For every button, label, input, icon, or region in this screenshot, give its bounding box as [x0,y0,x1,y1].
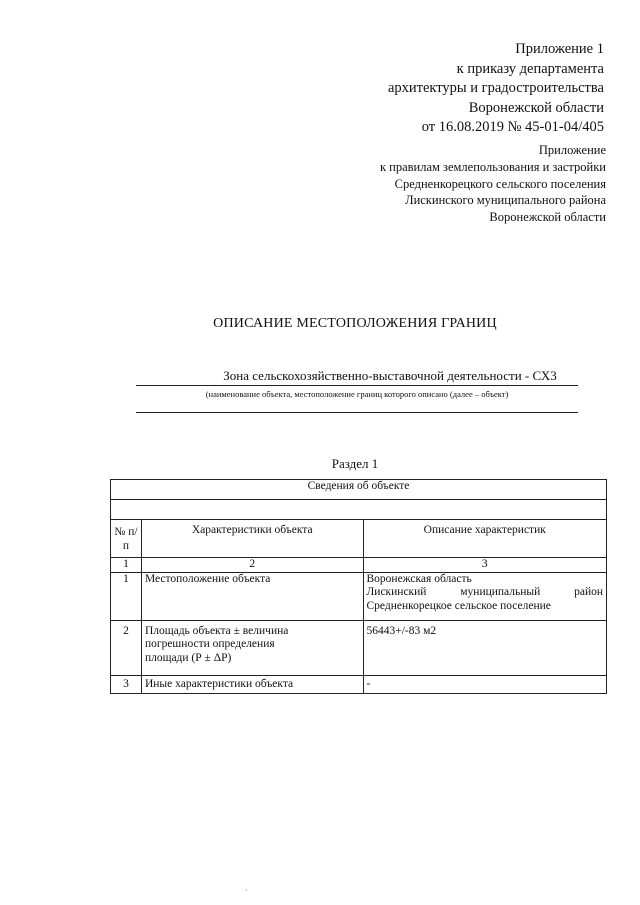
document-title: ОПИСАНИЕ МЕСТОПОЛОЖЕНИЯ ГРАНИЦ [213,316,497,331]
header-characteristic: Характеристики объекта [141,520,363,558]
appendix-1-line: Воронежской области [468,99,604,116]
appendix-2-line: к правилам землепользования и застройки [379,159,606,174]
col-number: 3 [363,558,607,573]
row-characteristic: Иные характеристики объекта [141,675,363,693]
row-description: - [363,675,607,693]
appendix-2-line: Лискинского муниципального района [405,193,606,208]
object-name-underline [136,385,578,386]
row-num: 2 [111,620,142,675]
row-characteristic: Местоположение объекта [141,572,363,620]
blank-underline [136,412,578,413]
appendix-2-line: Приложение [538,143,606,157]
row-num: 1 [111,572,142,620]
appendix-1-header [388,40,604,138]
table-row [111,675,607,693]
appendix-2-line: Средненкорецкого сельского поселения [394,176,606,191]
object-name: Зона сельскохозяйственно-выставочной деятельности - СХ3 [223,368,557,383]
header-num: № п/п [111,520,142,558]
characteristic-line: Площадь объекта ± величина [144,624,289,637]
header-description: Описание характеристик [363,520,607,558]
appendix-1-line: от 16.08.2019 № 45-01-04/405 [421,119,604,136]
table-row [111,572,607,620]
object-info-table [110,479,607,694]
row-description: 56443+/-83 м2 [363,620,607,675]
appendix-2-header [380,142,606,226]
description-line: Средненкорецкое сельское поселение [366,599,551,612]
characteristic-line: погрешности определения [144,638,275,650]
table-spacer-row [111,500,607,520]
table-row [111,620,607,675]
scan-mark: · [245,886,248,895]
appendix-2-line: Воронежской области [489,210,606,225]
appendix-1-line: к приказу департамента [456,60,604,77]
row-num: 3 [111,675,142,693]
row-characteristic [141,620,363,675]
col-number: 2 [141,558,363,573]
appendix-1-line: архитектуры и градостроительства [387,80,604,97]
description-line: Лискинский муниципальный район [366,586,603,598]
table-caption: Сведения об объекте [111,480,607,500]
appendix-1-line: Приложение 1 [515,41,604,57]
row-description [363,572,607,620]
section-heading: Раздел 1 [331,456,379,471]
characteristic-line: площади (Р ± ΔР) [144,651,232,664]
description-line: Воронежская область [366,572,472,585]
col-number: 1 [111,558,142,573]
object-name-note: (наименование объекта, местоположение границ которого описано (далее – объект) [205,389,509,399]
